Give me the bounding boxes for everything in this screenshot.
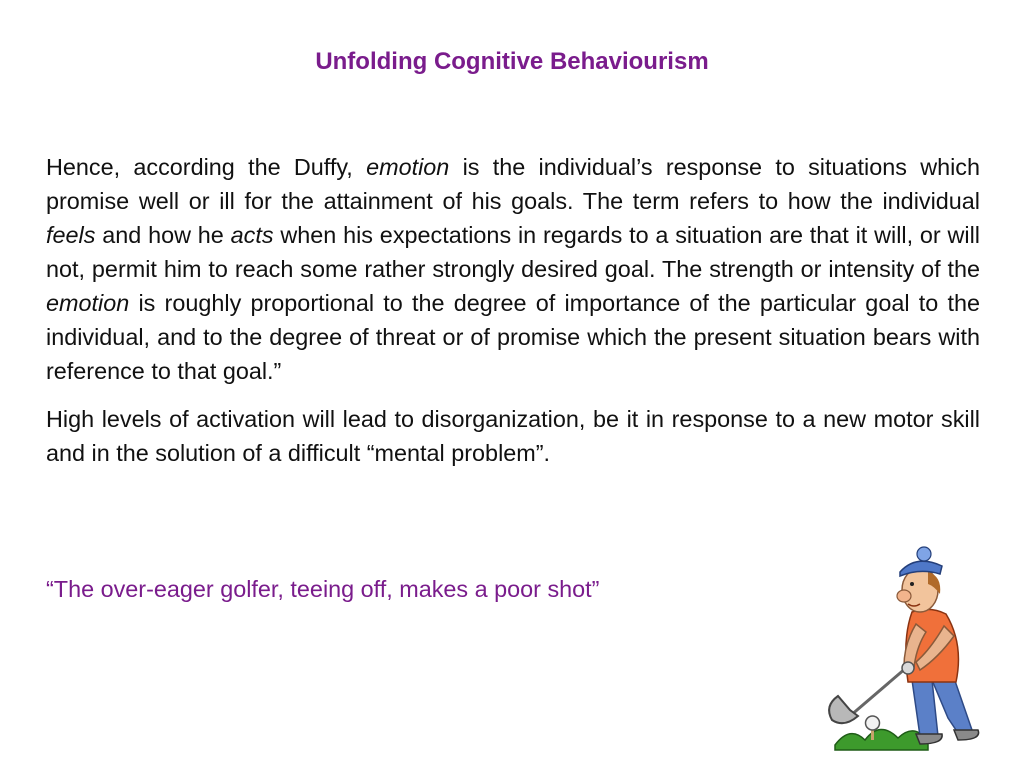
emphasis-emotion: emotion [366,154,450,180]
golfer-cartoon-icon [820,540,990,752]
paragraph-text: Hence, according the Duffy, [46,154,367,180]
slide-body [46,150,980,484]
golfer-quote: “The over-eager golfer, teeing off, makes a poor shot” [46,576,600,602]
paragraph-text: is the individual’s response to situations which promise well or ill for the attainment of his goals. The term refers to how the individual [46,154,980,214]
emphasis-acts: acts [230,222,274,248]
emphasis-feels: feels [46,222,96,248]
paragraph-text: is roughly proportional to the degree of importance of the particular goal to the individual, and to the degree of threat or of promise which the present situation bears with reference to that goal.” [46,290,980,384]
paragraph-activation: High levels of activation will lead to disorganization, be it in response to a new motor skill and in the solution of a difficult “mental problem”. [46,406,980,466]
slide-title: Unfolding Cognitive Behaviourism [315,48,709,75]
emphasis-emotion: emotion [46,290,130,316]
paragraph-text: when his expectations in regards to a situation are that it will, or will not, permit him to reach some rather strongly desired goal. The strength or intensity of the [46,222,981,282]
paragraph-text: and how he [95,222,231,248]
paragraph-duffy [46,150,980,388]
